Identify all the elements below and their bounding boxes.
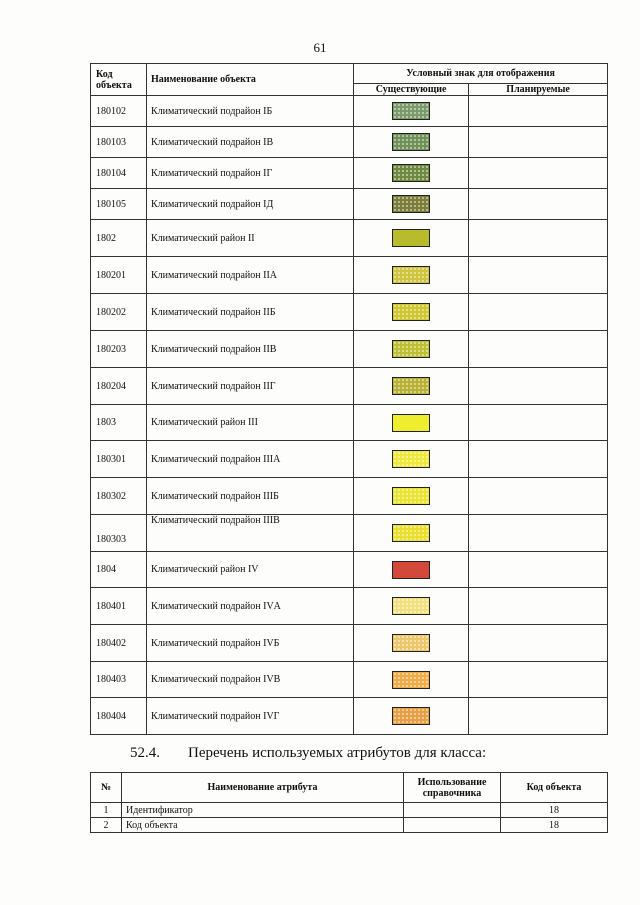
attr-header-code: Код объекта <box>501 773 608 803</box>
attr-code: 18 <box>501 818 608 833</box>
planned-symbol-cell <box>469 158 608 189</box>
legend-swatch <box>392 303 430 321</box>
planned-symbol-cell <box>469 662 608 698</box>
existing-symbol-cell <box>354 294 469 331</box>
planned-symbol-cell <box>469 127 608 158</box>
planned-symbol-cell <box>469 96 608 127</box>
legend-swatch <box>392 671 430 689</box>
object-code: 180403 <box>91 662 147 698</box>
planned-symbol-cell <box>469 331 608 368</box>
legend-row <box>91 478 608 515</box>
existing-symbol-cell <box>354 662 469 698</box>
legend-row <box>91 127 608 158</box>
legend-swatch <box>392 414 430 432</box>
attr-use <box>404 803 501 818</box>
object-name: Климатический подрайон IVВ <box>146 662 353 698</box>
attr-code: 18 <box>501 803 608 818</box>
object-code: 180103 <box>91 127 147 158</box>
attr-header-num: № <box>91 773 122 803</box>
planned-symbol-cell <box>469 368 608 405</box>
legend-row <box>91 294 608 331</box>
legend-swatch <box>392 102 430 120</box>
legend-row <box>91 552 608 588</box>
legend-swatch <box>392 377 430 395</box>
object-name: Климатический район III <box>146 405 353 441</box>
legend-table-body <box>91 96 608 735</box>
page-number: 61 <box>313 40 327 55</box>
legend-row <box>91 515 608 552</box>
legend-swatch <box>392 524 430 542</box>
attr-use <box>404 818 501 833</box>
legend-swatch <box>392 487 430 505</box>
planned-symbol-cell <box>469 625 608 662</box>
existing-symbol-cell <box>354 478 469 515</box>
existing-symbol-cell <box>354 96 469 127</box>
object-code: 180202 <box>91 294 147 331</box>
object-code: 180404 <box>91 698 147 735</box>
object-name: Климатический район IV <box>146 552 353 588</box>
object-code: 1803 <box>91 405 147 441</box>
existing-symbol-cell <box>354 257 469 294</box>
attributes-table-body <box>91 803 608 833</box>
object-name: Климатический подрайон IГ <box>146 158 353 189</box>
planned-symbol-cell <box>469 294 608 331</box>
existing-symbol-cell <box>354 515 469 552</box>
object-name: Климатический подрайон IVА <box>146 588 353 625</box>
attributes-table <box>90 772 608 833</box>
legend-row <box>91 331 608 368</box>
object-code: 180301 <box>91 441 147 478</box>
planned-symbol-cell <box>469 478 608 515</box>
legend-row <box>91 625 608 662</box>
object-code: 180402 <box>91 625 147 662</box>
section-title: Перечень используемых атрибутов для класса: <box>188 745 487 761</box>
planned-symbol-cell <box>469 698 608 735</box>
object-name: Климатический подрайон IIВ <box>146 331 353 368</box>
attr-num: 1 <box>91 803 122 818</box>
planned-symbol-cell <box>469 257 608 294</box>
existing-symbol-cell <box>354 552 469 588</box>
attribute-row <box>91 818 608 833</box>
object-code: 180401 <box>91 588 147 625</box>
object-code: 180102 <box>91 96 147 127</box>
attr-header-use: Использование справочника <box>404 773 501 803</box>
object-code: 180302 <box>91 478 147 515</box>
object-code: 180105 <box>91 189 147 220</box>
planned-symbol-cell <box>469 552 608 588</box>
attr-num: 2 <box>91 818 122 833</box>
existing-symbol-cell <box>354 158 469 189</box>
planned-symbol-cell <box>469 220 608 257</box>
existing-symbol-cell <box>354 405 469 441</box>
section-heading <box>130 745 514 762</box>
legend-swatch <box>392 133 430 151</box>
planned-symbol-cell <box>469 515 608 552</box>
legend-table <box>90 63 608 735</box>
object-name: Климатический подрайон IВ <box>146 127 353 158</box>
header-code: Код объекта <box>91 64 147 96</box>
legend-row <box>91 441 608 478</box>
legend-swatch <box>392 634 430 652</box>
object-code: 180201 <box>91 257 147 294</box>
object-code: 180203 <box>91 331 147 368</box>
existing-symbol-cell <box>354 220 469 257</box>
attr-name: Идентификатор <box>122 803 404 818</box>
section-number: 52.4. <box>130 745 160 761</box>
attribute-row <box>91 803 608 818</box>
legend-swatch <box>392 707 430 725</box>
object-name: Климатический район II <box>146 220 353 257</box>
legend-row <box>91 257 608 294</box>
object-code: 180104 <box>91 158 147 189</box>
existing-symbol-cell <box>354 441 469 478</box>
planned-symbol-cell <box>469 189 608 220</box>
legend-swatch <box>392 340 430 358</box>
legend-swatch <box>392 597 430 615</box>
header-planned: Планируемые <box>469 84 608 96</box>
object-name: Климатический подрайон IIА <box>146 257 353 294</box>
header-existing: Существующие <box>354 84 469 96</box>
legend-swatch <box>392 266 430 284</box>
object-name: Климатический подрайон IVГ <box>146 698 353 735</box>
planned-symbol-cell <box>469 588 608 625</box>
planned-symbol-cell <box>469 405 608 441</box>
legend-row <box>91 220 608 257</box>
legend-row <box>91 588 608 625</box>
object-name: Климатический подрайон IБ <box>146 96 353 127</box>
object-name: Климатический подрайон IIIА <box>146 441 353 478</box>
legend-swatch <box>392 164 430 182</box>
legend-swatch <box>392 229 430 247</box>
object-name: Климатический подрайон IIБ <box>146 294 353 331</box>
header-name: Наименование объекта <box>146 64 353 96</box>
legend-row <box>91 662 608 698</box>
legend-row <box>91 698 608 735</box>
object-name: Климатический подрайон IД <box>146 189 353 220</box>
existing-symbol-cell <box>354 588 469 625</box>
attr-name: Код объекта <box>122 818 404 833</box>
legend-row <box>91 368 608 405</box>
object-name: Климатический подрайон IIIВ <box>146 515 353 552</box>
object-code: 180204 <box>91 368 147 405</box>
legend-swatch <box>392 195 430 213</box>
object-name: Климатический подрайон IIГ <box>146 368 353 405</box>
existing-symbol-cell <box>354 189 469 220</box>
object-name: Климатический подрайон IIIБ <box>146 478 353 515</box>
existing-symbol-cell <box>354 698 469 735</box>
object-name: Климатический подрайон IVБ <box>146 625 353 662</box>
existing-symbol-cell <box>354 625 469 662</box>
legend-row <box>91 189 608 220</box>
object-code: 1802 <box>91 220 147 257</box>
legend-row <box>91 96 608 127</box>
existing-symbol-cell <box>354 127 469 158</box>
legend-row <box>91 405 608 441</box>
legend-swatch <box>392 450 430 468</box>
planned-symbol-cell <box>469 441 608 478</box>
legend-row <box>91 158 608 189</box>
existing-symbol-cell <box>354 368 469 405</box>
object-code: 1804 <box>91 552 147 588</box>
legend-swatch <box>392 561 430 579</box>
object-code: 180303 <box>91 515 147 552</box>
header-symbol: Условный знак для отображения <box>354 64 608 84</box>
existing-symbol-cell <box>354 331 469 368</box>
attr-header-name: Наименование атрибута <box>122 773 404 803</box>
